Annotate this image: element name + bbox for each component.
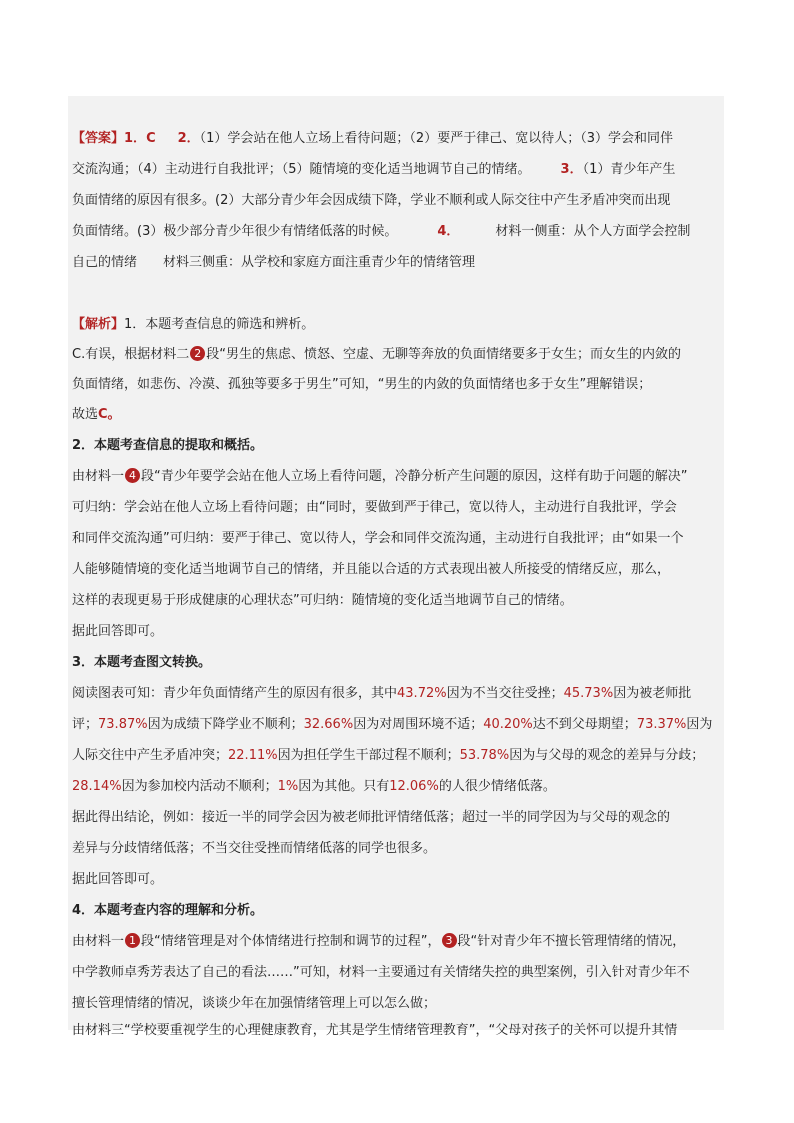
analysis-line-10 xyxy=(72,592,722,610)
s3-l4-a: 因为参加校内活动不顺利； xyxy=(121,779,278,794)
s3-l3-c: 因为与父母的观念的差异与分歧； xyxy=(509,748,705,763)
analysis-line-16 xyxy=(72,778,722,796)
q3-number: 3． xyxy=(560,162,583,177)
s3-l5: 据此得出结论，例如：接近一半的同学会因为被老师批评情绪低落；超过一半的同学因为与父母的观念的 xyxy=(72,810,671,825)
paragraph-number-icon: 1 xyxy=(125,933,140,948)
q4-text-a: 材料一侧重：从个人方面学会控制 xyxy=(495,224,691,239)
percent-value: 32.66% xyxy=(303,717,354,732)
s3-l3-b: 因为担任学生干部过程不顺利； xyxy=(277,748,460,763)
s2-l3: 和同伴交流沟通”可归纳：要严于律己、宽以待人，学会和同伴交流沟通，主动进行自我批评；由“如果一个 xyxy=(72,531,684,546)
percent-value: 28.14% xyxy=(72,779,122,794)
percent-value: 53.78% xyxy=(459,748,510,763)
analysis-line-22 xyxy=(72,964,722,982)
s3-l1-b: 因为不当交往受挫； xyxy=(446,686,564,701)
analysis-line-17 xyxy=(72,809,722,827)
analysis-tag: 【解析】 xyxy=(72,317,125,332)
s3-l2-a: 评； xyxy=(72,717,99,732)
percent-value: 45.73% xyxy=(563,686,614,701)
answer-line-3 xyxy=(72,192,722,210)
percent-value: 40.20% xyxy=(483,717,533,732)
s4-l1-a: 由材料一 xyxy=(72,934,125,949)
s3-l4-b: 因为其他。只有 xyxy=(298,779,390,794)
q3-text-b: 负面情绪的原因有很多。(2）大部分青少年会因成绩下降，学业不顺利或人际交往中产生矛盾冲突而出现 xyxy=(72,193,671,208)
analysis-line-24 xyxy=(72,1022,722,1040)
answer-line-2 xyxy=(72,161,722,179)
percent-value: 43.72% xyxy=(397,686,447,701)
s2-l1-a: 由材料一 xyxy=(72,469,125,484)
s2-l5: 这样的表现更易于形成健康的心理状态”可归纳：随情境的变化适当地调节自己的情绪。 xyxy=(72,593,573,608)
s3-l3-a: 人际交往中产生矛盾冲突； xyxy=(72,748,229,763)
s3-title: 3．本题考查图文转换。 xyxy=(72,655,212,670)
analysis-line-23 xyxy=(72,995,722,1013)
analysis-line-3 xyxy=(72,376,722,394)
q1-number: 1． xyxy=(124,131,147,146)
percent-value: 22.11% xyxy=(228,748,278,763)
document-page xyxy=(68,96,724,1038)
paragraph-number-icon: 2 xyxy=(190,346,205,361)
s2-title: 2．本题考查信息的提取和概括。 xyxy=(72,438,264,453)
s3-l6: 差异与分歧情绪低落；不当交往受挫而情绪低落的同学也很多。 xyxy=(72,841,437,856)
s3-l2-d: 达不到父母期望； xyxy=(532,717,637,732)
s2-l1-b: 段“青少年要学会站在他人立场上看待问题，冷静分析产生问题的原因，这样有助于问题的解决” xyxy=(141,469,688,484)
q4-text-c: 材料三侧重：从学校和家庭方面注重青少年的情绪管理 xyxy=(163,255,476,270)
analysis-line-8 xyxy=(72,530,722,548)
percent-value: 1% xyxy=(277,779,299,794)
s4-title: 4．本题考查内容的理解和分析。 xyxy=(72,903,264,918)
s1-l1-b: 段“男生的焦虑、愤怒、空虚、无聊等奔放的负面情绪要多于女生；而女生的内敛的 xyxy=(206,347,681,362)
paragraph-number-icon: 4 xyxy=(125,468,140,483)
s1-l1-a: C.有误，根据材料二 xyxy=(72,347,190,362)
answer-tag: 【答案】 xyxy=(72,131,125,146)
analysis-line-21 xyxy=(72,933,722,951)
s3-l2-b: 因为成绩下降学业不顺利； xyxy=(147,717,304,732)
answer-line-5 xyxy=(72,254,722,272)
s3-l2-c: 因为对周围环境不适； xyxy=(353,717,484,732)
q2-number: 2． xyxy=(177,131,200,146)
q3-text-c: 负面情绪。(3）极少部分青少年很少有情绪低落的时候。 xyxy=(72,224,398,239)
analysis-line-18 xyxy=(72,840,722,858)
percent-value: 73.37% xyxy=(636,717,687,732)
q2-text-b: 交流沟通；（4）主动进行自我批评；（5）随情境的变化适当地调节自己的情绪。 xyxy=(72,162,531,177)
s1-title: 1．本题考查信息的筛选和辨析。 xyxy=(124,317,315,332)
analysis-line-7 xyxy=(72,499,722,517)
analysis-line-9 xyxy=(72,561,722,579)
answer-line-1 xyxy=(72,130,722,148)
analysis-line-11 xyxy=(72,623,722,641)
s1-l3-b: C。 xyxy=(98,407,121,422)
s3-l1-a: 阅读图表可知：青少年负面情绪产生的原因有很多，其中 xyxy=(72,686,398,701)
s3-l1-c: 因为被老师批 xyxy=(613,686,692,701)
percent-value: 73.87% xyxy=(98,717,148,732)
percent-value: 12.06% xyxy=(389,779,439,794)
s2-end: 据此回答即可。 xyxy=(72,624,164,639)
paragraph-number-icon: 3 xyxy=(442,933,457,948)
s4-l1-c: 段“针对青少年不擅长管理情绪的情况， xyxy=(457,934,686,949)
s4-l3: 擅长管理情绪的情况，谈谈少年在加强情绪管理上可以怎么做； xyxy=(72,996,437,1011)
s1-l2: 负面情绪，如悲伤、冷漠、孤独等要多于男生”可知，“男生的内敛的负面情绪也多于女生”理解错误； xyxy=(72,377,652,392)
analysis-line-12 xyxy=(72,654,722,672)
q3-text-a: （1）青少年产生 xyxy=(582,162,676,177)
analysis-line-2 xyxy=(72,346,722,364)
analysis-line-6 xyxy=(72,468,722,486)
analysis-line-5 xyxy=(72,437,722,455)
s4-l4: 由材料三“学校要重视学生的心理健康教育，尤其是学生情绪管理教育”，“父母对孩子的关怀可以提升其情 xyxy=(72,1023,678,1038)
analysis-line-14 xyxy=(72,716,722,734)
analysis-line-1 xyxy=(72,316,722,334)
analysis-line-20 xyxy=(72,902,722,920)
answer-line-4 xyxy=(72,223,722,241)
analysis-line-15 xyxy=(72,747,722,765)
s4-l1-b: 段“情绪管理是对个体情绪进行控制和调节的过程”， xyxy=(141,934,441,949)
s1-l3-a: 故选 xyxy=(72,407,99,422)
analysis-line-19 xyxy=(72,871,722,889)
s3-l2-e: 因为 xyxy=(686,717,713,732)
s3-l4-c: 的人很少情绪低落。 xyxy=(438,779,556,794)
s3-end: 据此回答即可。 xyxy=(72,872,164,887)
q4-text-b: 自己的情绪 xyxy=(72,255,138,270)
q2-text-a: （1）学会站在他人立场上看待问题；（2）要严于律己、宽以待人；（3）学会和同伴 xyxy=(199,131,673,146)
analysis-line-4 xyxy=(72,406,722,424)
analysis-line-13 xyxy=(72,685,722,703)
s2-l4: 人能够随情境的变化适当地调节自己的情绪，并且能以合适的方式表现出被人所接受的情绪反应，那么， xyxy=(72,562,671,577)
s2-l2: 可归纳：学会站在他人立场上看待问题；由“同时，要做到严于律己，宽以待人，主动进行自我批评，学会 xyxy=(72,500,677,515)
q4-number: 4． xyxy=(437,224,460,239)
q1-answer: C xyxy=(146,131,156,146)
s4-l2: 中学教师卓秀芳表达了自己的看法……”可知，材料一主要通过有关情绪失控的典型案例，引入针对青少年不 xyxy=(72,965,690,980)
